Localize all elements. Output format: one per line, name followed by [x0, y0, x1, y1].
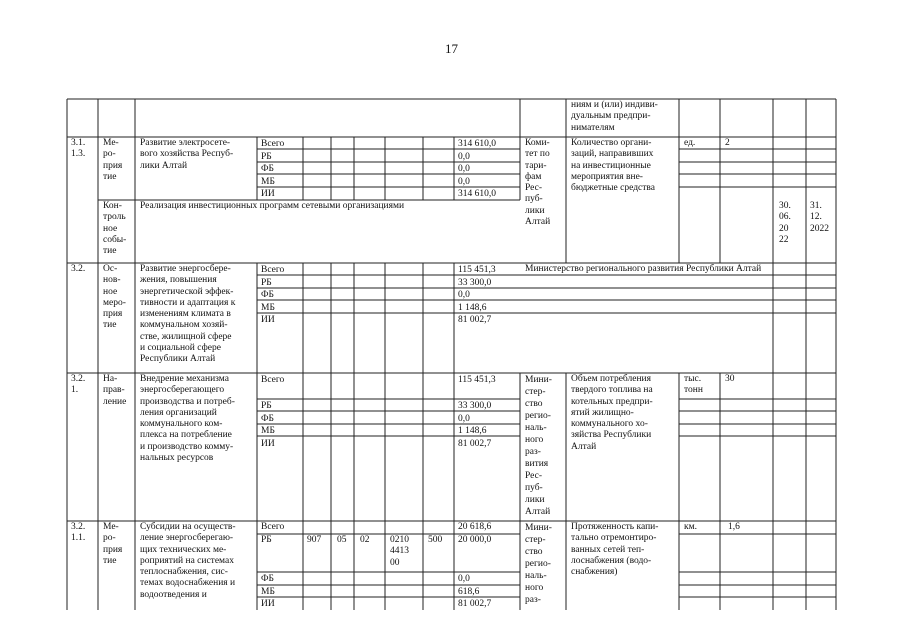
executor: Коми- тет по тари- фам Рес- пуб- лики Алтай [525, 138, 551, 228]
code-pr: 02 [360, 535, 370, 545]
executor: Министерство регионального развития Республики Алтай [525, 264, 762, 274]
row-name: Внедрение механизма энергосберегающего производства и потреб- ления организаций коммунального ком- плекса на потребление и производство комму- нальных ресурсов [140, 374, 235, 464]
control-event-date-2: 31. 12. 2022 [810, 201, 829, 234]
row-type: Ме- ро- прия тие [103, 138, 123, 182]
row-number-3-1-1-3: 3.1. 1.3. [71, 138, 86, 160]
page-number: 17 [445, 41, 458, 56]
code-grbs: 907 [307, 535, 322, 545]
funding-amounts: 314 610,0 0,0 0,0 0,0 314 610,0 [458, 139, 496, 199]
funding-amount-rb: 20 000,0 [458, 535, 492, 545]
executor: Мини- стер- ство регио- наль- ного раз- вития Рес- пуб- лики Алтай [525, 375, 552, 517]
indicator-unit: тыс. тонн [684, 374, 703, 396]
funding-amount-total: 115 451,3 [458, 375, 496, 385]
indicator-value: 1,6 [728, 522, 740, 532]
code-csr: 0210 4413 00 [390, 535, 409, 568]
indicator-tail-text: ниям и (или) индиви- дуальным предпри- нимателям [571, 100, 658, 133]
row-number-3-2-1-1: 3.2. 1.1. [71, 522, 86, 544]
indicator-name: Объем потребления твердого топлива на котельных предпри- ятий жилищно- коммунального хо- зяйства Республики Алтай [571, 374, 653, 452]
funding-source-rb: РБ [261, 535, 272, 545]
indicator-value: 30 [725, 374, 735, 384]
funding-source-total: Всего [261, 522, 285, 532]
row-type: На- прав- ление [103, 374, 127, 407]
indicator-unit: км. [684, 522, 698, 532]
row-name: Субсидии на осуществ- ление энергосберегаю- щих технических ме- роприятий на системах теплоснабжения, сис- темах водоснабжения и водоотведения и [140, 522, 236, 600]
funding-sources: Всего РБ ФБ МБ ИИ [261, 265, 285, 325]
indicator-name: Количество органи- заций, направивших на инвестиционные мероприятия вне- бюджетные средства [571, 138, 655, 194]
funding-amount-total: 20 618,6 [458, 522, 492, 532]
control-event-name: Реализация инвестиционных программ сетевыми организациями [140, 201, 405, 211]
indicator-name: Протяженность капи- тально отремонтиро- ванных сетей теп- лоснабжения (водо- снабжения) [571, 522, 659, 578]
executor: Мини- стер- ство регио- наль- ного раз- [525, 523, 552, 605]
row-type: Ме- ро- прия тие [103, 522, 123, 566]
funding-amounts: 0,0 618,6 81 002,7 [458, 574, 492, 609]
code-rz: 05 [337, 535, 347, 545]
indicator-value: 2 [725, 138, 730, 148]
row-name: Развитие электросете- вого хозяйства Респуб- лики Алтай [140, 138, 234, 171]
funding-source-total: Всего [261, 375, 285, 385]
funding-sources: ФБ МБ ИИ [261, 574, 275, 609]
funding-amounts: 33 300,0 0,0 1 148,6 81 002,7 [458, 401, 492, 449]
row-name: Развитие энергосбере- жения, повышения энергетической эффек- тивности и адаптация к изменениям климата в коммунальном хозяй- стве, жилищной сфере и социальной сфере Республики Алтай [140, 264, 236, 365]
row-number-3-2: 3.2. [71, 264, 86, 274]
row-number-3-2-1: 3.2. 1. [71, 374, 86, 396]
control-event-type: Кон- троль ное собы- тие [103, 201, 127, 257]
code-vr: 500 [428, 535, 443, 545]
control-event-date-1: 30. 06. 20 22 [779, 201, 791, 245]
funding-sources: Всего РБ ФБ МБ ИИ [261, 139, 285, 199]
row-type: Ос- нов- ное меро- прия тие [103, 264, 126, 331]
funding-amounts: 115 451,3 33 300,0 0,0 1 148,6 81 002,7 [458, 265, 496, 325]
funding-sources: РБ ФБ МБ ИИ [261, 401, 275, 449]
indicator-unit: ед. [684, 138, 696, 148]
